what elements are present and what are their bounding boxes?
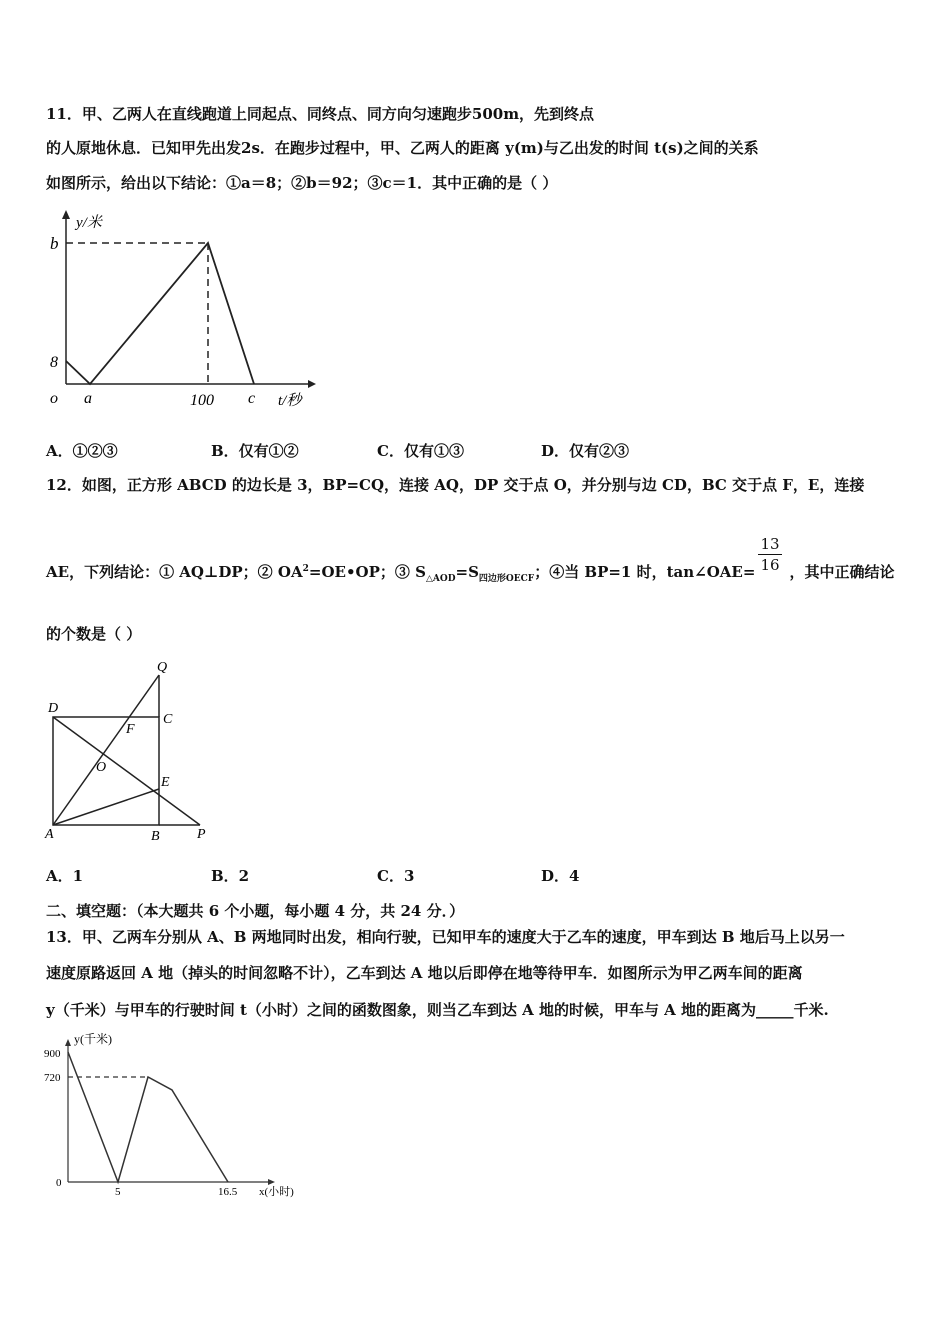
q11-graph [40, 205, 330, 415]
q11-label-100: 100 [190, 392, 214, 409]
q11-label-c: c [248, 390, 256, 407]
q12-label-Q: Q [157, 660, 168, 675]
section-2-heading: 二、填空题：（本大题共 6 个小题，每小题 4 分，共 24 分．） [46, 902, 465, 920]
q12-line-2-d: ；④当 BP=1 时，tan∠OAE= [534, 563, 756, 581]
q12-line-3: 的个数是（ ） [46, 625, 142, 643]
q11-line-1: 11．甲、乙两人在直线跑道上同起点、同终点、同方向匀速跑步500m，先到终点 [46, 105, 595, 123]
q11-curve [66, 243, 254, 384]
q13-line-1: 13．甲、乙两车分别从 A、B 两地同时出发，相向行驶，已知甲车的速度大于乙车的速度，甲车到达 B 地后马上以另一 [46, 928, 845, 946]
q12-sup: 2 [302, 564, 309, 574]
q11-label-8: 8 [50, 354, 58, 371]
q11-option-d[interactable]: D．仅有②③ [541, 442, 630, 460]
q12-label-D: D [48, 701, 59, 716]
q11-ylabel: y/米 [76, 215, 102, 231]
q11-option-b[interactable]: B．仅有①② [211, 442, 299, 460]
q13-ylabel: y(千米) [74, 1032, 112, 1046]
q12-line-2-a: AE，下列结论：① AQ⊥DP；② OA [46, 563, 303, 581]
q13-line-2: 速度原路返回 A 地（掉头的时间忽略不计），乙车到达 A 地以后即停在地等待甲车．如图所示为甲乙两车间的距离 [46, 964, 803, 982]
q12-option-a[interactable]: A．1 [46, 867, 84, 885]
q11-label-a: a [84, 390, 92, 407]
q11-line-2: 的人原地休息．已知甲先出发2s．在跑步过程中，甲、乙两人的距离 y(m)与乙出发的时间 t(s)之间的关系 [46, 139, 759, 157]
q13-label-720: 720 [44, 1072, 61, 1084]
q13-graph [40, 1030, 320, 1205]
q12-label-O: O [96, 760, 107, 775]
q11-line-3: 如图所示，给出以下结论：①a＝8；②b＝92；③c＝1．其中正确的是（ ） [46, 174, 558, 192]
q12-label-F: F [126, 722, 135, 737]
q12-figure [40, 655, 220, 845]
q12-line-AQ [53, 675, 159, 825]
q12-line-2-c: =S [455, 563, 479, 581]
q13-label-900: 900 [44, 1048, 61, 1060]
q13-xlabel: x(小时) [259, 1186, 294, 1198]
q12-option-c[interactable]: C．3 [377, 867, 415, 885]
q11-option-c[interactable]: C．仅有①③ [377, 442, 464, 460]
q13-label-0: 0 [56, 1177, 62, 1189]
q13-line-3: y（千米）与甲车的行驶时间 t（小时）之间的函数图象，则当乙车到达 A 地的时候，甲车与 A 地的距离为_____千米. [46, 1001, 829, 1019]
q13-curve [68, 1052, 228, 1182]
q12-sub-2: 四边形OECF [478, 574, 535, 584]
q12-frac-num: 13 [758, 534, 782, 555]
q12-option-b[interactable]: B．2 [211, 867, 250, 885]
q12-label-A: A [45, 827, 54, 842]
q11-xlabel: t/秒 [278, 393, 302, 409]
q12-label-B: B [151, 829, 160, 844]
q12-line-2-b: =OE•OP；③ S [308, 563, 426, 581]
q11-option-a[interactable]: A．①②③ [46, 442, 118, 460]
q12-line-2-e: ，其中正确结论 [789, 563, 895, 581]
q12-sub-1: △AOD [425, 574, 456, 584]
q12-frac-den: 16 [760, 556, 780, 574]
q13-label-5: 5 [115, 1186, 121, 1198]
q11-label-o: o [50, 390, 58, 407]
q12-line-AE [53, 789, 159, 825]
q12-line-1: 12．如图，正方形 ABCD 的边长是 3，BP=CQ，连接 AQ，DP 交于点 O，并分别与边 CD，BC 交于点 F，E，连接 [46, 476, 865, 494]
q12-label-C: C [163, 712, 173, 727]
q12-label-E: E [161, 775, 170, 790]
q12-label-P: P [197, 827, 206, 842]
q11-label-b: b [50, 234, 59, 253]
q12-option-d[interactable]: D．4 [541, 867, 580, 885]
q13-label-16-5: 16.5 [218, 1186, 238, 1198]
q12-fraction [758, 534, 782, 575]
